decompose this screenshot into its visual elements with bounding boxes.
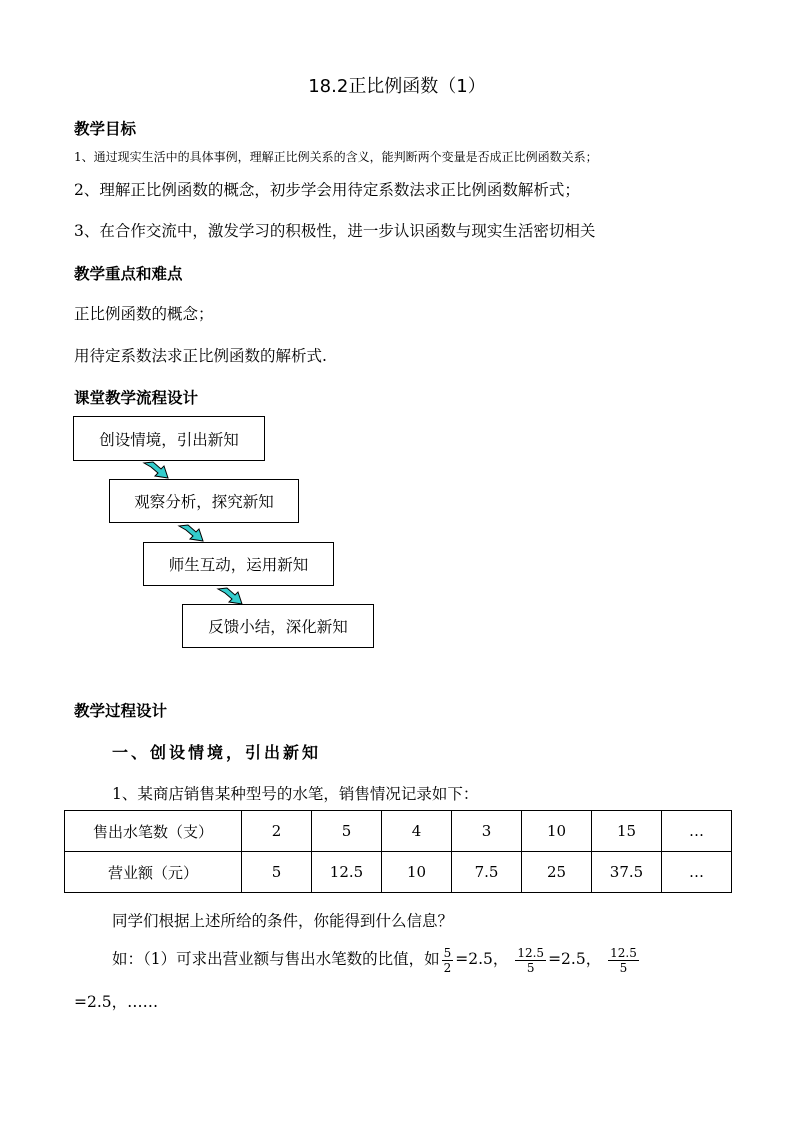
table-cell: 营业额（元） (65, 852, 242, 893)
flow-arrow-3-icon (216, 585, 246, 607)
fraction-2-denominator: 5 (526, 960, 535, 975)
flow-arrow-1-icon (142, 459, 172, 481)
table-cell: 10 (522, 811, 592, 852)
key-points-heading: 教学重点和难点 (74, 265, 183, 283)
table-cell: 37.5 (592, 852, 662, 893)
objective-item-2: 2、理解正比例函数的概念，初步学会用待定系数法求正比例函数解析式； (74, 181, 580, 199)
table-cell: 10 (382, 852, 452, 893)
fraction-1-numerator: 5 (443, 945, 452, 960)
flow-heading: 课堂教学流程设计 (74, 389, 199, 407)
table-cell: 2 (242, 811, 312, 852)
table-cell: 25 (522, 852, 592, 893)
table-cell: 15 (592, 811, 662, 852)
answer-prefix: 如：（1）可求出营业额与售出水笔数的比值，如 (112, 950, 440, 968)
page-title: 18.2正比例函数（1） (308, 76, 486, 97)
objective-item-1: 1、通过现实生活中的具体事例，理解正比例关系的含义，能判断两个变量是否成正比例函数关系； (74, 150, 598, 164)
process-heading: 教学过程设计 (74, 702, 168, 720)
fraction-2 (515, 946, 546, 975)
problem-1-text: 1、某商店销售某种型号的水笔，销售情况记录如下： (112, 785, 479, 803)
table-cell: 5 (242, 852, 312, 893)
table-row (65, 852, 732, 893)
objectives-heading: 教学目标 (74, 120, 137, 138)
key-point-item-2: 用待定系数法求正比例函数的解析式. (74, 347, 327, 365)
question-text: 同学们根据上述所给的条件，你能得到什么信息？ (112, 912, 454, 930)
key-point-item-1: 正比例函数的概念； (74, 305, 214, 323)
flow-step-3: 师生互动，运用新知 (143, 542, 334, 586)
fraction-1-denominator: 2 (443, 960, 452, 975)
sales-table (64, 810, 732, 893)
table-cell: … (662, 811, 732, 852)
table-cell: … (662, 852, 732, 893)
answer-line-1 (112, 942, 641, 976)
flow-step-1: 创设情境，引出新知 (73, 416, 265, 461)
objective-item-3: 3、在合作交流中，激发学习的积极性，进一步认识函数与现实生活密切相关 (74, 222, 596, 240)
flow-step-2: 观察分析，探究新知 (109, 479, 299, 523)
fraction-3-numerator: 12.5 (610, 945, 637, 960)
fraction-2-numerator: 12.5 (517, 945, 545, 960)
flow-step-4: 反馈小结，深化新知 (182, 604, 374, 648)
table-cell: 12.5 (312, 852, 382, 893)
table-cell: 7.5 (452, 852, 522, 893)
flow-arrow-2-icon (177, 522, 207, 544)
section-1-title: 一、创设情境，引出新知 (112, 743, 322, 762)
table-row (65, 811, 732, 852)
answer-line-2: =2.5，…… (74, 993, 159, 1011)
table-cell: 3 (452, 811, 522, 852)
table-cell: 售出水笔数（支） (65, 811, 242, 852)
table-cell: 4 (382, 811, 452, 852)
fraction-3-denominator: 5 (619, 960, 628, 975)
answer-eq-2: =2.5， (548, 950, 602, 968)
fraction-3 (608, 946, 639, 975)
fraction-1 (442, 946, 454, 975)
table-cell: 5 (312, 811, 382, 852)
answer-eq-1: =2.5， (455, 950, 509, 968)
